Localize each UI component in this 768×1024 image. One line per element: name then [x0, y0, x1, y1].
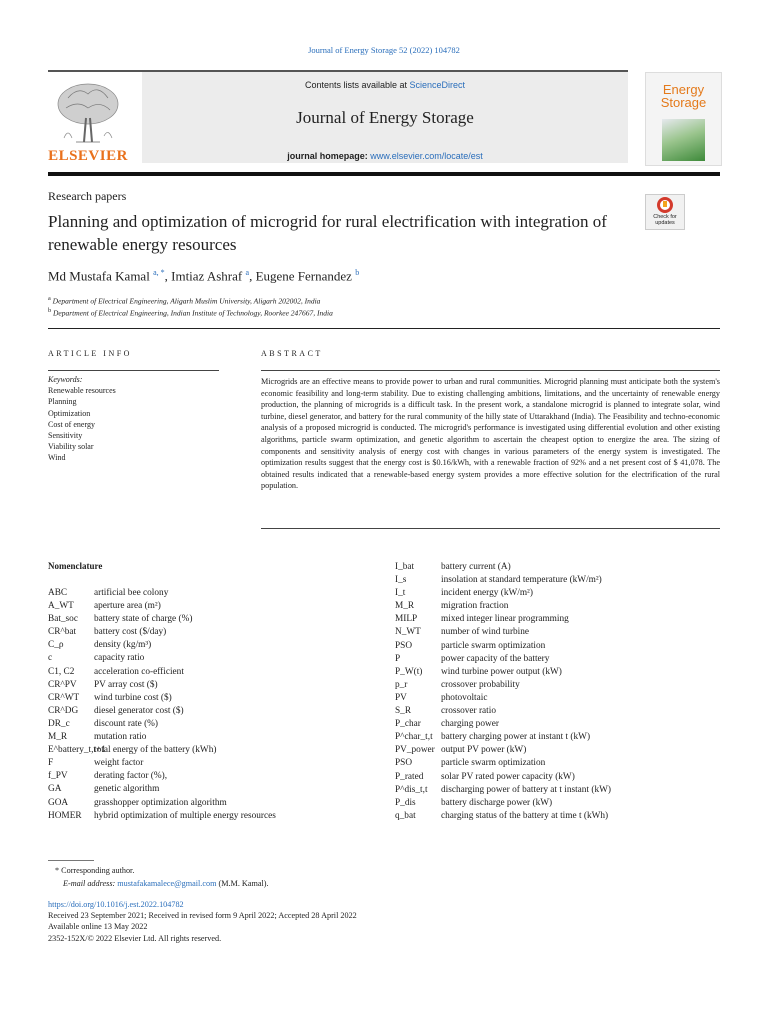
nomenclature-definition: capacity ratio — [94, 653, 145, 664]
nomenclature-row — [395, 574, 720, 587]
nomenclature-symbol: c — [48, 653, 53, 664]
received-dates: Received 23 September 2021; Received in revised form 9 April 2022; Accepted 28 April 2022 — [48, 911, 357, 921]
nomenclature-definition: battery state of charge (%) — [94, 614, 193, 625]
author-name[interactable]: Imtiaz Ashraf — [171, 268, 243, 284]
nomenclature-definition: power capacity of the battery — [441, 653, 550, 664]
nomenclature-definition: mutation ratio — [94, 732, 147, 743]
nomenclature-symbol: p_r — [395, 679, 408, 690]
nomenclature-symbol: P_W(t) — [395, 666, 423, 677]
nomenclature-symbol: CR^bat — [48, 627, 77, 638]
nomenclature-symbol: C1, C2 — [48, 666, 75, 677]
nomenclature-row — [48, 613, 378, 626]
nomenclature-definition: migration fraction — [441, 601, 509, 612]
nomenclature-left-column — [48, 587, 378, 823]
nomenclature-definition: discount rate (%) — [94, 718, 159, 729]
elsevier-tree-logo — [48, 78, 128, 148]
nomenclature-definition: solar PV rated power capacity (kW) — [441, 771, 575, 782]
nomenclature-definition: insolation at standard temperature (kW/m²) — [441, 575, 602, 586]
nomenclature-row — [48, 692, 378, 705]
footnote-rule — [48, 860, 94, 861]
available-online: Available online 13 May 2022 — [48, 922, 148, 932]
nomenclature-row — [48, 783, 378, 796]
nomenclature-definition: incident energy (kW/m²) — [441, 588, 533, 599]
nomenclature-symbol: E^battery_t,t+1 — [48, 745, 106, 756]
nomenclature-definition: output PV power (kW) — [441, 745, 527, 756]
abstract-bottom-rule — [261, 528, 720, 529]
cover-title-line-2: Storage — [660, 95, 707, 110]
nomenclature-symbol: I_s — [395, 575, 407, 586]
nomenclature-symbol: CR^PV — [48, 679, 77, 690]
nomenclature-symbol: P^dis_t,t — [395, 784, 428, 795]
nomenclature-row — [395, 757, 720, 770]
nomenclature-definition: discharging power of battery at t instant (kW) — [441, 784, 611, 795]
nomenclature-symbol: N_WT — [395, 627, 421, 638]
nomenclature-row — [48, 810, 378, 823]
nomenclature-definition: battery charging power at instant t (kW) — [441, 732, 591, 743]
nomenclature-symbol: F — [48, 758, 54, 769]
keyword: Viability solar — [48, 442, 94, 452]
journal-reference[interactable]: Journal of Energy Storage 52 (2022) 104782 — [308, 45, 460, 55]
nomenclature-row — [48, 666, 378, 679]
nomenclature-symbol: HOMER — [48, 810, 82, 821]
cover-image — [662, 119, 705, 161]
nomenclature-definition: density (kg/m³) — [94, 640, 152, 651]
nomenclature-title: Nomenclature — [48, 561, 103, 571]
affiliation-text: Department of Electrical Engineering, Indian Institute of Technology, Roorkee 247667, India — [53, 308, 333, 318]
nomenclature-definition: mixed integer linear programming — [441, 614, 569, 625]
divider — [48, 328, 720, 329]
nomenclature-definition: aperture area (m²) — [94, 601, 161, 612]
nomenclature-definition: battery cost ($/day) — [94, 627, 167, 638]
homepage-link[interactable]: www.elsevier.com/locate/est — [370, 151, 483, 161]
check-for-updates-badge[interactable] — [645, 194, 685, 230]
nomenclature-row — [395, 692, 720, 705]
masthead-bottom-rule — [48, 172, 720, 176]
nomenclature-row — [395, 666, 720, 679]
nomenclature-row — [48, 718, 378, 731]
nomenclature-symbol: CR^DG — [48, 705, 79, 716]
keyword: Planning — [48, 397, 77, 407]
nomenclature-symbol: ABC — [48, 588, 68, 598]
corresponding-author-text: Corresponding author. — [61, 866, 135, 875]
nomenclature-row — [395, 705, 720, 718]
nomenclature-definition: particle swarm optimization — [441, 758, 546, 769]
nomenclature-definition: crossover probability — [441, 679, 520, 690]
author-list: Md Mustafa Kamal $^{a, *}$, Imtiaz Ashraf $^a$, Eugene Fernandez $^b$ — [48, 268, 360, 284]
nomenclature-definition: hybrid optimization of multiple energy resources — [94, 810, 276, 821]
nomenclature-symbol: P^char_t,t — [395, 732, 433, 743]
nomenclature-row — [48, 731, 378, 744]
nomenclature-definition: PV array cost ($) — [94, 679, 158, 690]
nomenclature-definition: particle swarm optimization — [441, 640, 546, 651]
sciencedirect-link[interactable]: ScienceDirect — [409, 80, 466, 90]
badge-line-1: Check for — [653, 214, 677, 220]
nomenclature-definition: total energy of the battery (kWh) — [94, 745, 217, 756]
nomenclature-symbol: GOA — [48, 797, 69, 808]
keyword: Optimization — [48, 408, 91, 418]
asterisk-mark: * — [55, 866, 60, 875]
author-name[interactable]: Eugene Fernandez — [255, 268, 352, 284]
article-section-type: Research papers — [48, 189, 127, 203]
badge-line-2: updates — [655, 220, 675, 226]
nomenclature-row — [395, 771, 720, 784]
nomenclature-definition: weight factor — [94, 758, 144, 769]
nomenclature-symbol: PV_power — [395, 745, 435, 756]
nomenclature-row — [395, 784, 720, 797]
journal-title: Journal of Energy Storage — [296, 108, 474, 127]
journal-cover-thumbnail[interactable] — [645, 72, 722, 166]
nomenclature-symbol: I_t — [395, 588, 406, 599]
nomenclature-symbol: CR^WT — [48, 692, 80, 703]
nomenclature-symbol: PSO — [395, 758, 413, 769]
abstract-rule — [261, 370, 720, 371]
email-link[interactable]: mustafakamalece@gmail.com — [117, 879, 217, 888]
nomenclature-definition: number of wind turbine — [441, 627, 530, 638]
nomenclature-symbol: M_R — [48, 732, 68, 743]
nomenclature-symbol: P — [395, 653, 401, 664]
nomenclature-symbol: S_R — [395, 706, 412, 717]
article-title: Planning and optimization of microgrid for rural electrification with integration of renewable energy resources — [48, 212, 607, 254]
author-affiliation-mark[interactable]: a — [245, 268, 250, 277]
nomenclature-symbol: MILP — [395, 614, 418, 625]
nomenclature-row — [48, 770, 378, 783]
affiliation-mark: a — [48, 295, 51, 302]
nomenclature-definition: photovoltaic — [441, 692, 488, 703]
nomenclature-row — [395, 600, 720, 613]
nomenclature-definition: charging status of the battery at time t (kWh) — [441, 810, 609, 821]
affiliation — [48, 295, 320, 306]
homepage-label: journal homepage: — [287, 151, 371, 161]
nomenclature-row — [395, 626, 720, 639]
nomenclature-symbol: I_bat — [395, 562, 415, 572]
nomenclature-row — [48, 600, 378, 613]
nomenclature-definition: wind turbine power output (kW) — [441, 666, 562, 677]
nomenclature-row — [395, 718, 720, 731]
nomenclature-definition: battery current (A) — [441, 562, 511, 572]
nomenclature-row — [48, 757, 378, 770]
contents-prefix: Contents lists available at — [304, 80, 410, 90]
bookmark-icon — [657, 197, 673, 213]
affiliation-mark: b — [48, 307, 52, 314]
nomenclature-definition: acceleration co-efficient — [94, 666, 184, 677]
nomenclature-definition: diesel generator cost ($) — [94, 705, 184, 716]
publication-info — [48, 899, 357, 944]
nomenclature-row — [48, 626, 378, 639]
nomenclature-row — [48, 587, 378, 600]
nomenclature-definition: battery discharge power (kW) — [441, 797, 553, 808]
corresponding-author-note — [55, 866, 134, 875]
nomenclature-symbol: DR_c — [48, 718, 70, 729]
nomenclature-row — [395, 810, 720, 823]
nomenclature-definition: charging power — [441, 719, 499, 730]
email-owner: (M.M. Kamal). — [216, 879, 269, 888]
nomenclature-symbol: PSO — [395, 640, 413, 651]
nomenclature-symbol: GA — [48, 784, 62, 795]
nomenclature-symbol: Bat_soc — [48, 614, 78, 625]
nomenclature-row — [48, 639, 378, 652]
article-info-rule — [48, 370, 219, 371]
nomenclature-symbol: P_rated — [395, 771, 424, 782]
nomenclature-right-column — [395, 561, 720, 823]
article-info-heading: ARTICLE INFO — [48, 349, 132, 358]
keyword: Sensitivity — [48, 431, 83, 441]
nomenclature-row — [395, 744, 720, 757]
nomenclature-symbol: M_R — [395, 601, 415, 612]
contents-line — [142, 80, 628, 90]
nomenclature-definition: derating factor (%), — [94, 771, 168, 782]
publisher-wordmark: ELSEVIER — [48, 148, 128, 164]
email-label: E-mail address: — [63, 879, 118, 888]
author-name[interactable]: Md Mustafa Kamal — [48, 268, 150, 284]
nomenclature-row — [48, 705, 378, 718]
nomenclature-row — [48, 652, 378, 665]
copyright: 2352-152X/© 2022 Elsevier Ltd. All rights reserved. — [48, 933, 222, 943]
keyword: Wind — [48, 453, 66, 463]
keyword: Renewable resources — [48, 386, 116, 396]
keyword: Cost of energy — [48, 419, 95, 429]
nomenclature-symbol: P_char — [395, 719, 421, 730]
nomenclature-row — [48, 797, 378, 810]
author-affiliation-mark[interactable]: a, * — [153, 268, 165, 277]
abstract-heading: ABSTRACT — [261, 349, 323, 358]
nomenclature-row — [395, 587, 720, 600]
nomenclature-row — [395, 797, 720, 810]
nomenclature-row — [395, 561, 720, 574]
abstract-text: Microgrids are an effective means to provide power to urban and rural communities. Microgrid planning must anticipate both the system's economic feasibility and long-term stability. Due to existing challenging ambitions, limitations, and the uncertainty of renewable energy production, the planning of microgrids is a difficult task. In the present work, a standalone microgrid is planned to integrate solar, wind turbine, diesel generator, and battery for the rural community of the hilly state of Uttarakhand (India). The Feasibility and techno-economic analysis of a proposed microgrid is conducted. The microgrid's performance is investigated using differential evolution and other existing algorithms, particle swarm optimization, and genetic algorithm to ascertain the cheapest option to energize the area. The sizing of components and sensitivity analysis of energy cost with changes in various parameters of the energy system is investigated. The optimization results suggest that the energy cost is $0.16/kWh, with a renewable fraction of 92% and a net present cost of $ 41,078. The obtained results indicated that a renewable-based energy system provides a more effective solution for the electrification of the rural population. — [261, 377, 720, 491]
email-note — [63, 879, 269, 888]
nomenclature-row — [395, 679, 720, 692]
affiliation — [48, 307, 333, 318]
doi-link[interactable]: https://doi.org/10.1016/j.est.2022.104782 — [48, 900, 184, 909]
nomenclature-row — [395, 613, 720, 626]
nomenclature-symbol: f_PV — [48, 771, 68, 782]
nomenclature-row — [395, 640, 720, 653]
author-affiliation-mark[interactable]: b — [355, 268, 360, 277]
nomenclature-definition: wind turbine cost ($) — [94, 692, 172, 703]
nomenclature-row — [48, 679, 378, 692]
nomenclature-symbol: C_ρ — [48, 640, 64, 651]
cover-title-line-1: Energy — [662, 82, 705, 97]
nomenclature-symbol: A_WT — [48, 601, 74, 612]
keywords-label: Keywords: — [48, 375, 83, 384]
nomenclature-definition: crossover ratio — [441, 706, 496, 717]
nomenclature-definition: genetic algorithm — [94, 784, 160, 795]
affiliation-text: Department of Electrical Engineering, Aligarh Muslim University, Aligarh 202002, India — [52, 296, 321, 306]
nomenclature-symbol: PV — [395, 692, 407, 703]
nomenclature-symbol: q_bat — [395, 810, 416, 821]
nomenclature-definition: grasshopper optimization algorithm — [94, 797, 227, 808]
nomenclature-definition: artificial bee colony — [94, 588, 169, 598]
nomenclature-row — [48, 744, 378, 757]
nomenclature-symbol: P_dis — [395, 797, 416, 808]
homepage-line — [142, 151, 628, 161]
nomenclature-row — [395, 731, 720, 744]
keywords-block — [48, 374, 228, 464]
nomenclature-row — [395, 653, 720, 666]
